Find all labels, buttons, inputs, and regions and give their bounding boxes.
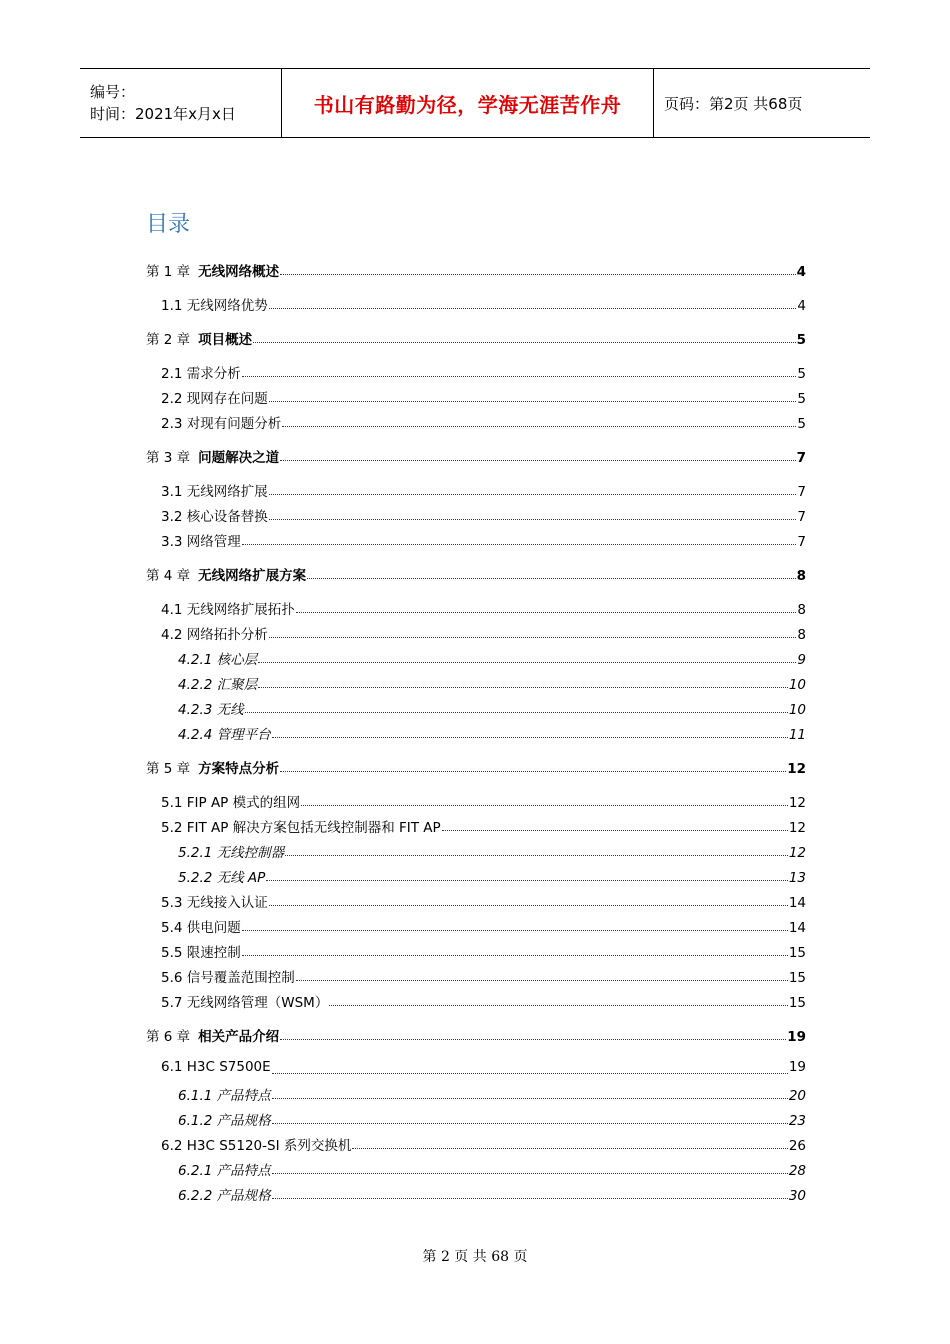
toc-subsection[interactable] — [178, 1084, 806, 1104]
toc-entry-label — [161, 891, 268, 911]
toc-entry-text: 问题解决之道 — [198, 450, 280, 466]
toc-entry-text: 6.1.2 产品规格 — [178, 1113, 271, 1129]
toc-entry-text: 4.1 无线网络扩展拓扑 — [161, 602, 295, 618]
toc-subsection[interactable] — [178, 698, 806, 718]
toc-entry-text: 4.2 网络拓扑分析 — [161, 627, 268, 643]
toc-entry-label — [161, 791, 300, 811]
toc-leader-dots — [245, 711, 788, 713]
toc-chapter[interactable] — [146, 757, 806, 777]
toc-entry-text: 4.2.3 无线 — [178, 702, 244, 718]
toc-entry-label — [161, 1059, 271, 1075]
toc-entry-text: 5.4 供电问题 — [161, 920, 241, 936]
toc-entry-text: 5.6 信号覆盖范围控制 — [161, 970, 295, 986]
toc-chapter[interactable] — [146, 260, 806, 280]
toc-entry-text: 5.2 FIT AP 解决方案包括无线控制器和 FIT AP — [161, 820, 441, 836]
toc-leader-dots — [242, 543, 797, 545]
toc-leader-dots — [253, 341, 795, 343]
toc-entry-text: 5.2.1 无线控制器 — [178, 845, 285, 861]
toc-chapter[interactable] — [146, 564, 806, 584]
toc-entry-label — [161, 294, 268, 314]
toc-entry-label — [161, 966, 295, 986]
toc-entry-label — [146, 446, 279, 466]
toc-leader-dots — [307, 577, 795, 579]
toc-entry-label — [178, 648, 257, 668]
toc-entry-label — [178, 1084, 271, 1104]
toc-entry-label — [146, 328, 252, 348]
toc-entry-label — [178, 1159, 271, 1179]
toc-chapter[interactable] — [146, 328, 806, 348]
number-label: 编号： — [90, 83, 136, 101]
toc-entry-label — [161, 387, 268, 407]
toc-entry-label — [161, 1134, 351, 1154]
toc-page-number: 5 — [796, 332, 806, 348]
toc-entry-text: 2.3 对现有问题分析 — [161, 416, 282, 432]
toc-leader-dots — [269, 518, 797, 520]
toc-section[interactable] — [161, 891, 806, 911]
toc-entry-label — [178, 673, 257, 693]
toc-leader-dots — [352, 1147, 787, 1149]
toc-entry-label — [161, 362, 241, 382]
toc-page-number: 11 — [788, 727, 806, 743]
toc-section[interactable] — [161, 1134, 806, 1154]
toc-page-number: 4 — [796, 264, 806, 280]
toc-entry-label — [178, 1109, 271, 1129]
toc-entry-label — [161, 991, 328, 1011]
toc-entry-text: 2.2 现网存在问题 — [161, 391, 268, 407]
toc-entry-label — [161, 598, 295, 618]
page-info-text: 页码：第2页 共68页 — [664, 94, 803, 113]
toc-section[interactable] — [161, 480, 806, 500]
toc-entry-label — [161, 816, 441, 836]
toc-page-number: 5 — [797, 366, 806, 382]
toc-entry-text: 5.1 FIP AP 模式的组网 — [161, 795, 301, 811]
toc-subsection[interactable] — [178, 673, 806, 693]
toc-leader-dots — [266, 879, 788, 881]
toc-leader-dots — [272, 736, 788, 738]
toc-entry-label — [178, 1184, 271, 1204]
toc-entry-text: 6.1.1 产品特点 — [178, 1088, 271, 1104]
toc-entry-text: 4.2.4 管理平台 — [178, 727, 271, 743]
toc-page-number: 12 — [788, 795, 806, 811]
toc-page-number: 8 — [796, 568, 806, 584]
toc-chapter-number: 第 3 章 — [146, 450, 191, 466]
header-page-info — [654, 69, 870, 137]
toc-section[interactable] — [161, 294, 806, 314]
header-meta — [80, 69, 282, 137]
page-footer: 第 2 页 共 68 页 — [422, 1249, 528, 1265]
toc-page-number: 7 — [797, 484, 806, 500]
toc-section[interactable] — [161, 916, 806, 936]
toc-page-number: 5 — [797, 391, 806, 407]
toc-page-number: 7 — [797, 534, 806, 550]
toc-entry-label — [178, 698, 244, 718]
toc-entry-text: 方案特点分析 — [198, 761, 280, 777]
toc-page-number: 30 — [788, 1188, 806, 1204]
toc-entry-label — [146, 757, 279, 777]
toc-section[interactable] — [161, 412, 806, 432]
toc-chapter-number: 第 1 章 — [146, 264, 191, 280]
toc-page-number: 14 — [788, 920, 806, 936]
toc-entry-text: 无线网络扩展方案 — [198, 568, 307, 584]
toc-chapter[interactable] — [146, 446, 806, 466]
toc-subsection[interactable] — [178, 1109, 806, 1129]
toc-entry-text: 6.2.1 产品特点 — [178, 1163, 271, 1179]
toc-subsection[interactable] — [178, 841, 806, 861]
toc-section[interactable] — [161, 362, 806, 382]
toc-section[interactable] — [161, 941, 806, 961]
toc-page-number: 10 — [788, 702, 806, 718]
toc-leader-dots — [329, 1004, 787, 1006]
toc-page-number: 15 — [788, 995, 806, 1011]
toc-page-number: 15 — [788, 945, 806, 961]
toc-leader-dots — [280, 459, 795, 461]
toc-entry-label — [146, 260, 279, 280]
toc-entry-text: 1.1 无线网络优势 — [161, 298, 268, 314]
toc-leader-dots — [269, 493, 797, 495]
toc-entry-text: 5.7 无线网络管理（WSM） — [161, 995, 329, 1011]
toc-page-number: 8 — [797, 627, 806, 643]
toc-entry-text: 5.5 限速控制 — [161, 945, 241, 961]
toc-section[interactable] — [161, 598, 806, 618]
toc-chapter[interactable] — [146, 1025, 806, 1045]
toc-entry-label — [161, 941, 241, 961]
header-motto — [282, 69, 654, 137]
toc-page-number: 19 — [787, 1029, 806, 1045]
toc-entry-label — [161, 480, 268, 500]
toc-page-number: 12 — [787, 761, 806, 777]
toc-section[interactable] — [161, 387, 806, 407]
toc-subsection[interactable] — [178, 1184, 806, 1204]
toc-subsection[interactable] — [178, 648, 806, 668]
toc-leader-dots — [269, 636, 797, 638]
toc-page-number: 7 — [797, 509, 806, 525]
toc-chapter-number: 第 5 章 — [146, 761, 191, 777]
time-label: 时间：2021年x月x日 — [90, 105, 236, 123]
toc-entry-label — [161, 916, 241, 936]
toc-entry-label — [161, 412, 281, 432]
toc-section[interactable] — [161, 966, 806, 986]
toc-section[interactable] — [161, 1059, 806, 1079]
toc-entry-label — [146, 564, 306, 584]
toc-section[interactable] — [161, 816, 806, 836]
toc-entry-text: 4.2.2 汇聚层 — [178, 677, 258, 693]
toc-leader-dots — [258, 661, 796, 663]
toc-leader-dots — [242, 929, 788, 931]
toc-entry-text: 3.2 核心设备替换 — [161, 509, 268, 525]
toc-entry-text: 项目概述 — [198, 332, 253, 348]
toc-entry-text: 无线网络概述 — [198, 264, 280, 280]
toc-entry-label — [178, 866, 265, 886]
toc-leader-dots — [258, 686, 788, 688]
toc-entry-label — [161, 505, 268, 525]
toc-chapter-number: 第 4 章 — [146, 568, 191, 584]
toc-chapter-number: 第 2 章 — [146, 332, 191, 348]
toc-entry-label — [161, 623, 268, 643]
toc-leader-dots — [269, 904, 788, 906]
toc-title: 目录 — [146, 212, 191, 237]
toc-page-number: 4 — [797, 298, 806, 314]
toc-section[interactable] — [161, 991, 806, 1011]
toc-page-number: 5 — [797, 416, 806, 432]
toc-leader-dots — [280, 1038, 786, 1040]
toc-page-number: 19 — [788, 1059, 806, 1075]
toc-leader-dots — [442, 829, 788, 831]
toc-page-number: 7 — [796, 450, 806, 466]
toc-page-number: 14 — [788, 895, 806, 911]
toc-page-number: 28 — [788, 1163, 806, 1179]
toc-leader-dots — [272, 1197, 788, 1199]
toc-leader-dots — [272, 1072, 788, 1074]
page-header — [80, 68, 870, 138]
toc-subsection[interactable] — [178, 1159, 806, 1179]
toc-leader-dots — [272, 1172, 788, 1174]
toc-leader-dots — [280, 273, 795, 275]
toc-leader-dots — [242, 375, 797, 377]
toc-leader-dots — [282, 425, 796, 427]
toc-entry-text: 相关产品介绍 — [198, 1029, 280, 1045]
toc-leader-dots — [296, 611, 797, 613]
motto-text: 书山有路勤为径，学海无涯苦作舟 — [313, 92, 622, 117]
toc-leader-dots — [269, 307, 797, 309]
toc-entry-text: 4.2.1 核心层 — [178, 652, 258, 668]
toc-subsection[interactable] — [178, 723, 806, 743]
toc-entry-label — [161, 530, 241, 550]
toc-page-number: 9 — [797, 652, 806, 668]
toc-leader-dots — [269, 400, 797, 402]
toc-entry-text: 3.1 无线网络扩展 — [161, 484, 268, 500]
toc-leader-dots — [285, 854, 788, 856]
toc-page-number: 26 — [788, 1138, 806, 1154]
toc-entry-text: 6.2 H3C S5120-SI 系列交换机 — [161, 1138, 352, 1154]
toc-section[interactable] — [161, 530, 806, 550]
toc-chapter-number: 第 6 章 — [146, 1029, 191, 1045]
toc-entry-label — [146, 1025, 279, 1045]
toc-section[interactable] — [161, 505, 806, 525]
toc-leader-dots — [242, 954, 788, 956]
toc-section[interactable] — [161, 791, 806, 811]
toc-page-number: 20 — [788, 1088, 806, 1104]
toc-entry-label — [178, 841, 284, 861]
toc-page-number: 12 — [788, 845, 806, 861]
toc-section[interactable] — [161, 623, 806, 643]
toc-entry-text: 5.2.2 无线 AP — [178, 870, 266, 886]
toc-entry-text: 2.1 需求分析 — [161, 366, 241, 382]
toc-entry-text: 3.3 网络管理 — [161, 534, 241, 550]
toc-leader-dots — [272, 1122, 788, 1124]
toc-entry-text: 5.3 无线接入认证 — [161, 895, 268, 911]
toc-leader-dots — [296, 979, 788, 981]
toc-leader-dots — [280, 770, 786, 772]
toc-entry-text: 6.1 H3C S7500E — [161, 1059, 271, 1075]
toc-page-number: 8 — [797, 602, 806, 618]
toc-subsection[interactable] — [178, 866, 806, 886]
toc-page-number: 23 — [788, 1113, 806, 1129]
toc-page-number: 13 — [788, 870, 806, 886]
toc-page-number: 15 — [788, 970, 806, 986]
toc-entry-label — [178, 723, 271, 743]
toc-entry-text: 6.2.2 产品规格 — [178, 1188, 271, 1204]
toc-leader-dots — [301, 804, 788, 806]
toc-page-number: 10 — [788, 677, 806, 693]
toc-leader-dots — [272, 1097, 788, 1099]
toc-page-number: 12 — [788, 820, 806, 836]
